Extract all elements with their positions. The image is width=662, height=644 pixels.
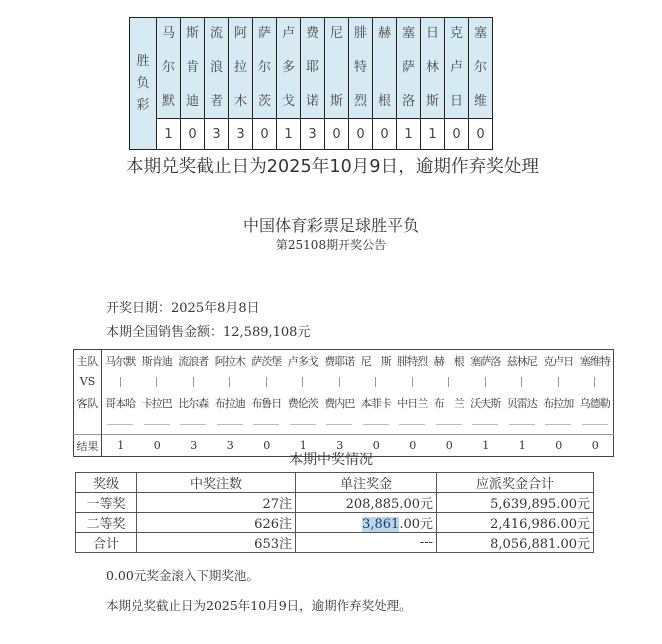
match-result: 0 [394, 435, 431, 457]
team-cell: 塞 萨 洛 [397, 18, 421, 119]
dash-line [144, 424, 170, 425]
vs-separator [467, 371, 504, 392]
rollover-note: 0.00元奖金滚入下期奖池。 [106, 568, 259, 583]
result-cell: 0 [373, 119, 397, 150]
away-label: 客队 [74, 392, 102, 413]
match-result: 3 [212, 435, 249, 457]
dash-line [180, 424, 206, 425]
announcement-subtitle: 第25108期开奖公告 [275, 238, 387, 252]
header-level: 奖级 [76, 473, 137, 493]
lottery-result-table [129, 17, 493, 150]
home-label: 主队 [74, 350, 102, 372]
vs-separator [431, 371, 468, 392]
prize-table [75, 472, 594, 553]
result-cell: 0 [349, 119, 373, 150]
header-count: 中奖注数 [137, 473, 296, 493]
away-team: 布 兰 [433, 396, 464, 410]
vs-bar [339, 377, 340, 387]
vs-bar [302, 377, 303, 387]
team-cell: 克 卢 日 [445, 18, 469, 119]
home-team: 腓特烈 [397, 354, 428, 368]
prize-total: 8,056,881.00元 [437, 533, 594, 553]
vs-separator [248, 371, 285, 392]
label-char: 彩 [136, 97, 150, 113]
result-cell: 1 [397, 119, 421, 150]
vs-bar [485, 377, 486, 387]
sales-amount: 本期全国销售金额：12,589,108元 [106, 325, 311, 340]
match-result: 0 [431, 435, 468, 457]
divider-cell [175, 413, 212, 435]
home-row [74, 350, 614, 372]
dash-line [363, 424, 389, 425]
match-result: 0 [248, 435, 285, 457]
vs-separator [285, 371, 322, 392]
result-cell: 3 [229, 119, 253, 150]
vs-row [74, 371, 614, 392]
prize-row [76, 533, 594, 553]
prize-count: 626注 [137, 513, 296, 533]
vs-separator [212, 371, 249, 392]
divider-cell [139, 413, 176, 435]
team-cell: 塞 尔 维 [469, 18, 493, 119]
away-team: 费内巴 [324, 396, 355, 410]
away-row [74, 392, 614, 413]
match-result: 0 [139, 435, 176, 457]
team-row [130, 18, 493, 119]
divider-cell [248, 413, 285, 435]
match-result: 1 [467, 435, 504, 457]
vs-bar [448, 377, 449, 387]
match-result: 1 [504, 435, 541, 457]
result-cell: 0 [253, 119, 277, 150]
vs-separator [577, 371, 614, 392]
team-cell: 费 耶 诺 [301, 18, 325, 119]
home-team: 斯肯迪 [141, 354, 172, 368]
team-cell: 赫 根 [373, 18, 397, 119]
deadline-note: 本期兑奖截止日为2025年10月9日，逾期作弃奖处理。 [106, 598, 412, 613]
highlighted-text: 3,861 [362, 517, 400, 532]
prize-level: 一等奖 [76, 493, 137, 513]
header-unit-prize: 单注奖金 [296, 473, 437, 493]
home-team: 塞维特 [579, 354, 610, 368]
prize-unit: --- [296, 533, 437, 553]
prize-level: 合计 [76, 533, 137, 553]
home-team: 马尔默 [105, 354, 136, 368]
away-team: 费伦茨 [287, 396, 318, 410]
home-team: 赫 根 [433, 354, 464, 368]
deadline-notice: 本期兑奖截止日为2025年10月9日，逾期作弃奖处理 [126, 157, 540, 177]
team-cell: 流 浪 者 [205, 18, 229, 119]
result-cell: 3 [301, 119, 325, 150]
vs-bar [229, 377, 230, 387]
dash-line [399, 424, 425, 425]
result-cell: 0 [445, 119, 469, 150]
away-team: 沃夫斯 [470, 396, 501, 410]
vs-separator [321, 371, 358, 392]
divider-cell [540, 413, 577, 435]
match-table [73, 349, 614, 457]
announcement-title: 中国体育彩票足球胜平负 [242, 216, 419, 235]
result-cell: 1 [421, 119, 445, 150]
result-cell: 0 [469, 119, 493, 150]
home-team: 萨茨堡 [251, 354, 282, 368]
home-team: 阿拉木 [214, 354, 245, 368]
team-cell: 马 尔 默 [157, 18, 181, 119]
result-cell: 1 [157, 119, 181, 150]
home-team: 卢多戈 [287, 354, 318, 368]
vs-separator [504, 371, 541, 392]
vs-separator [394, 371, 431, 392]
vs-label: VS [74, 371, 102, 392]
result-cell: 0 [181, 119, 205, 150]
vs-separator [102, 371, 139, 392]
match-result: 3 [321, 435, 358, 457]
vs-bar [558, 377, 559, 387]
team-cell: 腓 特 烈 [349, 18, 373, 119]
vs-bar [120, 377, 121, 387]
label-char: 胜 [136, 53, 150, 69]
away-team: 中日兰 [397, 396, 428, 410]
dash-line [509, 424, 535, 425]
draw-date: 开奖日期：2025年8月8日 [106, 301, 260, 316]
vs-bar [193, 377, 194, 387]
label-char: 负 [136, 75, 150, 91]
prize-unit: 208,885.00元 [296, 493, 437, 513]
vs-bar [266, 377, 267, 387]
match-result: 1 [285, 435, 322, 457]
dash-line [436, 424, 462, 425]
team-cell: 萨 尔 茨 [253, 18, 277, 119]
prize-total: 2,416,986.00元 [437, 513, 594, 533]
divider-row [74, 413, 614, 435]
dash-line [582, 424, 608, 425]
match-result: 1 [102, 435, 139, 457]
vs-bar [594, 377, 595, 387]
prize-level: 二等奖 [76, 513, 137, 533]
divider-cell [431, 413, 468, 435]
match-result: 0 [540, 435, 577, 457]
team-cell: 尼 斯 [325, 18, 349, 119]
prize-count: 653注 [137, 533, 296, 553]
dash-line [472, 424, 498, 425]
prize-row [76, 493, 594, 513]
team-cell: 日 林 斯 [421, 18, 445, 119]
match-result: 3 [175, 435, 212, 457]
match-result: 0 [358, 435, 395, 457]
divider-label [74, 413, 102, 435]
result-label: 结果 [74, 435, 102, 457]
dash-line [290, 424, 316, 425]
dash-line [107, 424, 133, 425]
away-team: 布拉迪 [214, 396, 245, 410]
home-team: 克卢日 [543, 354, 574, 368]
divider-cell [321, 413, 358, 435]
divider-cell [504, 413, 541, 435]
prize-row [76, 513, 594, 533]
away-team: 本菲卡 [360, 396, 391, 410]
dash-line [545, 424, 571, 425]
result-cell: 1 [277, 119, 301, 150]
dash-line [326, 424, 352, 425]
away-team: 布鲁日 [251, 396, 282, 410]
vs-bar [156, 377, 157, 387]
dash-line [217, 424, 243, 425]
divider-cell [577, 413, 614, 435]
divider-cell [358, 413, 395, 435]
vs-bar [412, 377, 413, 387]
prize-total: 5,639,895.00元 [437, 493, 594, 513]
result-cell: 0 [325, 119, 349, 150]
dash-line [253, 424, 279, 425]
prize-heading: 本期中奖情况 [289, 452, 373, 468]
result-cell: 3 [205, 119, 229, 150]
vs-separator [358, 371, 395, 392]
prize-unit: 3,861.00元 [296, 513, 437, 533]
away-team: 布拉加 [543, 396, 574, 410]
team-cell: 卢 多 戈 [277, 18, 301, 119]
home-team: 塞萨洛 [470, 354, 501, 368]
home-team: 尼 斯 [360, 354, 391, 368]
home-team: 费耶诺 [324, 354, 355, 368]
divider-cell [212, 413, 249, 435]
vs-bar [375, 377, 376, 387]
vs-separator [139, 371, 176, 392]
home-team: 流浪者 [178, 354, 209, 368]
divider-cell [285, 413, 322, 435]
team-cell: 阿 拉 木 [229, 18, 253, 119]
away-team: 乌德勒 [579, 396, 610, 410]
vs-separator [175, 371, 212, 392]
home-team: 兹林尼 [506, 354, 537, 368]
vs-bar [521, 377, 522, 387]
vs-separator [540, 371, 577, 392]
match-result: 0 [577, 435, 614, 457]
divider-cell [467, 413, 504, 435]
away-team: 卡拉巴 [141, 396, 172, 410]
away-team: 哥本哈 [105, 396, 136, 410]
away-team: 贝雷达 [506, 396, 537, 410]
divider-cell [102, 413, 139, 435]
prize-count: 27注 [137, 493, 296, 513]
away-team: 比尔森 [178, 396, 209, 410]
prize-header-row [76, 473, 594, 493]
result-row [130, 119, 493, 150]
header-total-prize: 应派奖金合计 [437, 473, 594, 493]
team-cell: 斯 肯 迪 [181, 18, 205, 119]
lottery-type-label [130, 18, 157, 150]
divider-cell [394, 413, 431, 435]
